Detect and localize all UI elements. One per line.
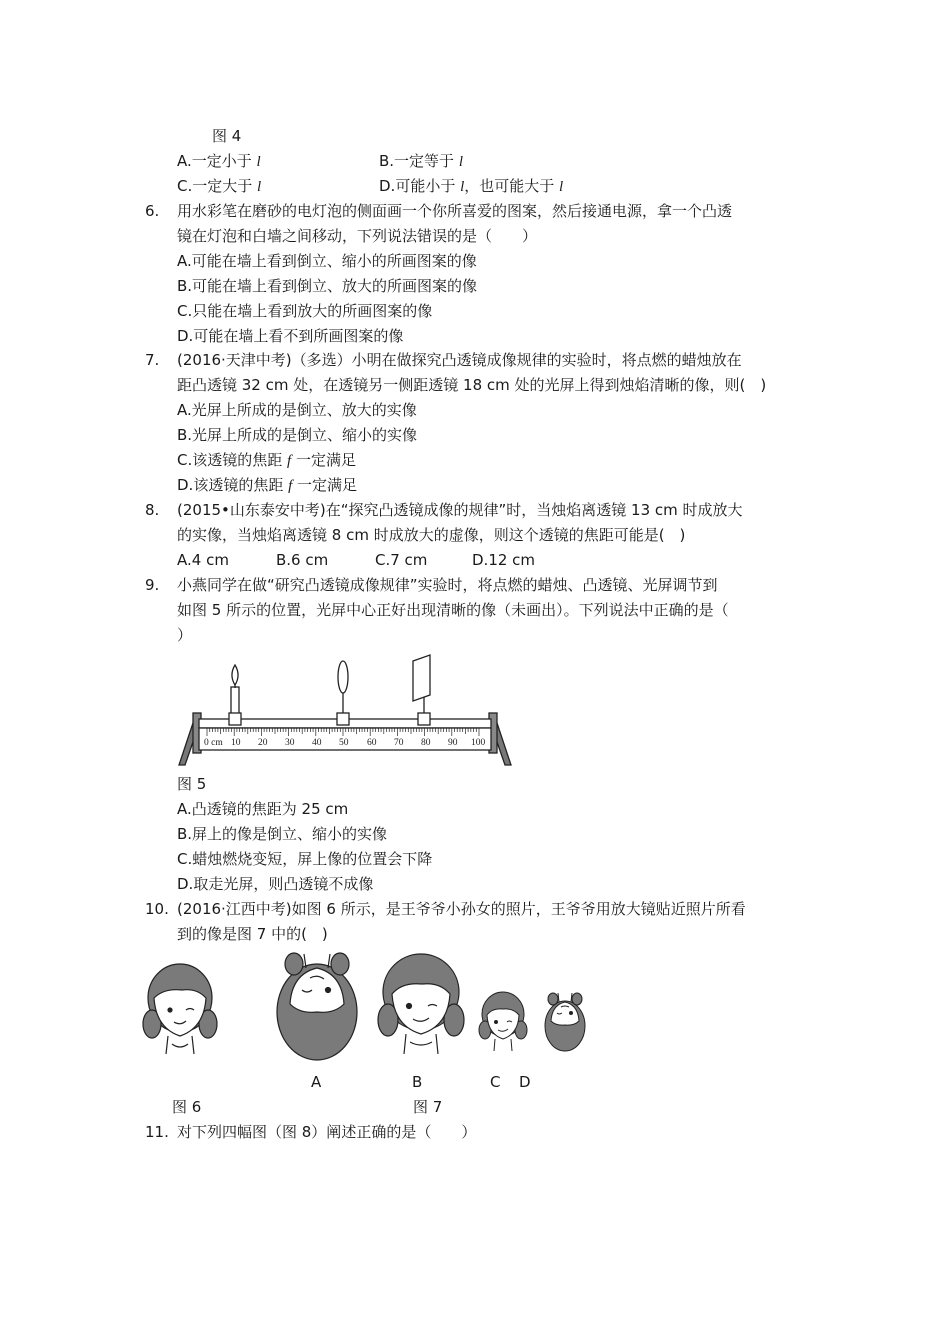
ruler-label: 100 — [471, 738, 486, 748]
ruler-label: 50 — [339, 738, 349, 748]
q6-option-a[interactable]: A.可能在墙上看到倒立、缩小的所画图案的像 — [177, 252, 477, 270]
q10-option-d-label[interactable]: D — [519, 1073, 531, 1091]
q9-option-d[interactable]: D.取走光屏，则凸透镜不成像 — [177, 875, 374, 893]
ruler-label: 80 — [421, 738, 431, 748]
q8-option-a[interactable]: A.4 cm — [177, 551, 229, 569]
ruler-label: 60 — [367, 738, 377, 748]
q5-option-d[interactable]: D.可能小于 l，也可能大于 l — [379, 177, 564, 195]
girl-option-c-image — [478, 988, 528, 1054]
q9-stem-line-2: 如图 5 所示的位置，光屏中心正好出现清晰的像（未画出）。下列说法中正确的是（ — [177, 601, 729, 619]
q9-number: 9. — [145, 576, 160, 594]
q9-option-a[interactable]: A.凸透镜的焦距为 25 cm — [177, 800, 349, 818]
q8-option-b[interactable]: B.6 cm — [276, 551, 329, 569]
q9-stem-line-1: 小燕同学在做“研究凸透镜成像规律”实验时，将点燃的蜡烛、凸透镜、光屏调节到 — [177, 576, 718, 594]
figure-7-label: 图 7 — [413, 1098, 443, 1116]
figure-6-label: 图 6 — [172, 1098, 202, 1116]
girl-option-b-image — [376, 950, 466, 1060]
q6-option-b[interactable]: B.可能在墙上看到倒立、放大的所画图案的像 — [177, 277, 478, 295]
q7-number: 7. — [145, 351, 160, 369]
q10-stem-line-1: (2016·江西中考)如图 6 所示，是王爷爷小孙女的照片，王爷爷用放大镜贴近照片所看 — [177, 900, 746, 918]
q7-option-c[interactable]: C.该透镜的焦距 f 一定满足 — [177, 451, 356, 469]
q9-option-c[interactable]: C.蜡烛燃烧变短，屏上像的位置会下降 — [177, 850, 433, 868]
ruler-label: 0 cm — [204, 738, 223, 748]
q10-option-b-label[interactable]: B — [412, 1073, 423, 1091]
q10-number: 10. — [145, 900, 169, 918]
q10-stem-line-2: 到的像是图 7 中的( ) — [177, 925, 328, 943]
q7-stem-line-1: (2016·天津中考)（多选）小明在做探究凸透镜成像规律的实验时，将点燃的蜡烛放在 — [177, 351, 742, 369]
girl-option-a-image — [272, 948, 362, 1066]
q6-option-c[interactable]: C.只能在墙上看到放大的所画图案的像 — [177, 302, 433, 320]
ruler-label: 30 — [285, 738, 295, 748]
ruler-label: 90 — [448, 738, 458, 748]
q7-option-d[interactable]: D.该透镜的焦距 f 一定满足 — [177, 476, 358, 494]
q9-stem-line-3: ） — [177, 626, 193, 644]
q8-option-c[interactable]: C.7 cm — [375, 551, 428, 569]
q6-stem-line-1: 用水彩笔在磨砂的电灯泡的侧面画一个你所喜爱的图案，然后接通电源，拿一个凸透 — [177, 202, 733, 220]
figure-5-label: 图 5 — [177, 775, 207, 793]
q7-option-b[interactable]: B.光屏上所成的是倒立、缩小的实像 — [177, 426, 418, 444]
q5-option-a[interactable]: A.一定小于 l — [177, 152, 261, 170]
q10-option-c-label[interactable]: C — [490, 1073, 501, 1091]
q6-number: 6. — [145, 202, 160, 220]
q8-stem-line-2: 的实像，当烛焰离透镜 8 cm 时成放大的虚像，则这个透镜的焦距可能是( ) — [177, 526, 686, 544]
q6-option-d[interactable]: D.可能在墙上看不到所画图案的像 — [177, 327, 404, 345]
ruler-label: 40 — [312, 738, 322, 748]
girl-option-d-image — [542, 990, 588, 1054]
q7-stem-line-2: 距凸透镜 32 cm 处，在透镜另一侧距透镜 18 cm 处的光屏上得到烛焰清晰的像，则( ) — [177, 376, 767, 394]
q5-option-b[interactable]: B.一定等于 l — [379, 152, 463, 170]
figure-4-label: 图 4 — [212, 127, 242, 145]
girl-photo-figure-6 — [142, 958, 218, 1060]
q8-option-d[interactable]: D.12 cm — [472, 551, 536, 569]
q8-number: 8. — [145, 501, 160, 519]
q9-option-b[interactable]: B.屏上的像是倒立、缩小的实像 — [177, 825, 388, 843]
q11-number: 11. — [145, 1123, 169, 1141]
q10-option-a-label[interactable]: A — [311, 1073, 322, 1091]
ruler-label: 70 — [394, 738, 404, 748]
q8-stem-line-1: (2015•山东泰安中考)在“探究凸透镜成像的规律”时，当烛焰离透镜 13 cm 时成放大 — [177, 501, 743, 519]
q5-option-c[interactable]: C.一定大于 l — [177, 177, 262, 195]
q7-option-a[interactable]: A.光屏上所成的是倒立、放大的实像 — [177, 401, 417, 419]
optical-bench-figure — [175, 655, 520, 770]
ruler-label: 20 — [258, 738, 268, 748]
ruler-label: 10 — [231, 738, 241, 748]
q11-stem: 对下列四幅图（图 8）阐述正确的是（ ） — [177, 1123, 477, 1141]
q6-stem-line-2: 镜在灯泡和白墙之间移动，下列说法错误的是（ ） — [177, 227, 538, 245]
